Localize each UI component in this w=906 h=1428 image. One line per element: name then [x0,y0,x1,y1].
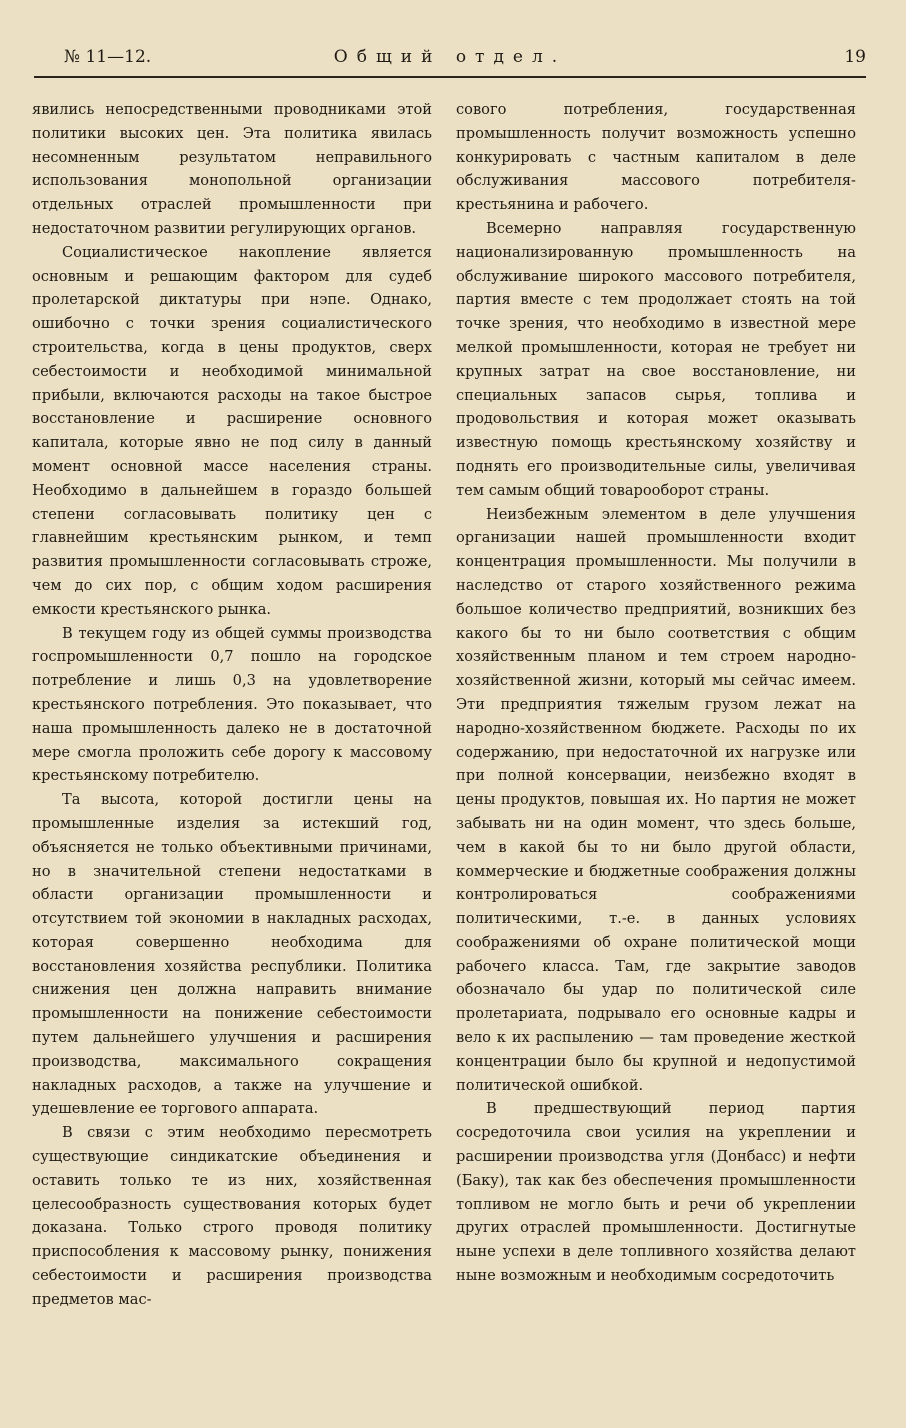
paragraph: Та высота, которой достигли цены на промышленные изделия за истекший год, объясняется не только объективными причинами, но в значительной степени недостатками в области организации промышленности и отсутствием той экономии в накладных расходах, которая совершенно необходима для восстановления хозяйства республики. Политика снижения цен должна направить внимание промышленности на понижение себестоимости путем дальнейшего улучшения и расширения производства, максимального сокращения накладных расходов, а также на улучшение и удешевление ее торгового аппарата. [32,791,432,1118]
left-column [32,98,432,1312]
paragraph: явились непосредственными проводниками этой политики высоких цен. Эта политика явилась несомненным результатом неправильного использования монопольной организации отдельных отраслей промышленности при недостаточном развитии регулирующих органов. [32,101,432,237]
page-number: 19 [844,47,866,67]
paragraph: В текущем году из общей суммы производства госпромышленности 0,7 пошло на городское потребление и лишь 0,3 на удовлетворение крестьянского потребления. Это показывает, что наша промышленность далеко не в достаточной мере смогла проложить себе дорогу к массовому крестьянскому потребителю. [32,624,432,785]
paragraph: В предшествующий период партия сосредоточила свои усилия на укреплении и расширении производства угля (Донбасс) и нефти (Баку), так как без обеспечения промышленности топливом не могло быть и речи об укреплении других отраслей промышленности. Достигнутые ныне успехи в деле топливного хозяйства делают ныне возможным и необходимым сосредоточить [456,1100,856,1285]
paragraph: сового потребления, государственная промышленность получит возможность успешно конкурировать с частным капиталом в деле обслуживания массового потребителя-крестьянина и рабочего. [456,101,856,214]
paragraph: Социалистическое накопление является основным и решающим фактором для судеб пролетарской диктатуры при нэпе. Однако, ошибочно с точки зрения социалистического строительства, когда в цены продуктов, сверх себестоимости и необходимой минимальной прибыли, включаются расходы на такое быстрое восстановление и расширение основного капитала, которые явно не под силу в данный момент основной массе населения страны. Необходимо в дальнейшем в гораздо большей степени согласовывать политику цен с главнейшим крестьянским рынком, и темп развития промышленности согласовывать строже, чем до сих пор, с общим ходом расширения емкости крестьянского рынка. [32,243,432,618]
section-title: Общий отдел. [333,47,567,67]
right-column [456,98,856,1288]
issue-number: № 11—12. [64,47,152,67]
paragraph: В связи с этим необходимо пересмотреть существующие синдикатские объединения и оставить только те из них, хозяйственная целесообразность существования которых будет доказана. Только строго проводя политику приспособления к массовому рынку, понижения себестоимости и расширения производства предметов мас- [32,1124,432,1308]
paragraph: Всемерно направляя государственную национализированную промышленность на обслуживание широкого массового потребителя, партия вместе с тем продолжает стоять на той точке зрения, что необходимо в известной мере мелкой промышленности, которая не требует ни крупных затрат на свое восстановление, ни специальных запасов сырья, топлива и продовольствия и которая может оказывать известную помощь крестьянскому хозяйству и поднять его производительные силы, увеличивая тем самым общий товарооборот страны. [456,219,856,499]
page-header [34,44,866,78]
paragraph: Неизбежным элементом в деле улучшения организации нашей промышленности входит концентрация промышленности. Мы получили в наследство от старого хозяйственного режима большое количество предприятий, возникших без какого бы то ни было соответствия с общим хозяйственным планом и тем строем народно-хозяйственной жизни, который мы сейчас имеем. Эти предприятия тяжелым грузом лежат на народно-хозяйственном бюджете. Расходы по их содержанию, при недостаточной их нагрузке или при полной консервации, неизбежно входят в цены продуктов, повышая их. Но партия не может забывать ни на один момент, что здесь больше, чем в какой бы то ни было другой области, коммерческие и бюджетные соображения должны контролироваться соображениями политическими, т.-е. в данных условиях соображениями об охране политической мощи рабочего класса. Там, где закрытие заводов обозначало бы удар по политической силе пролетариата, подрывало его основные кадры и вело к их распылению — там проведение жесткой концентрации было бы крупной и недопустимой политической ошибкой. [456,505,856,1094]
